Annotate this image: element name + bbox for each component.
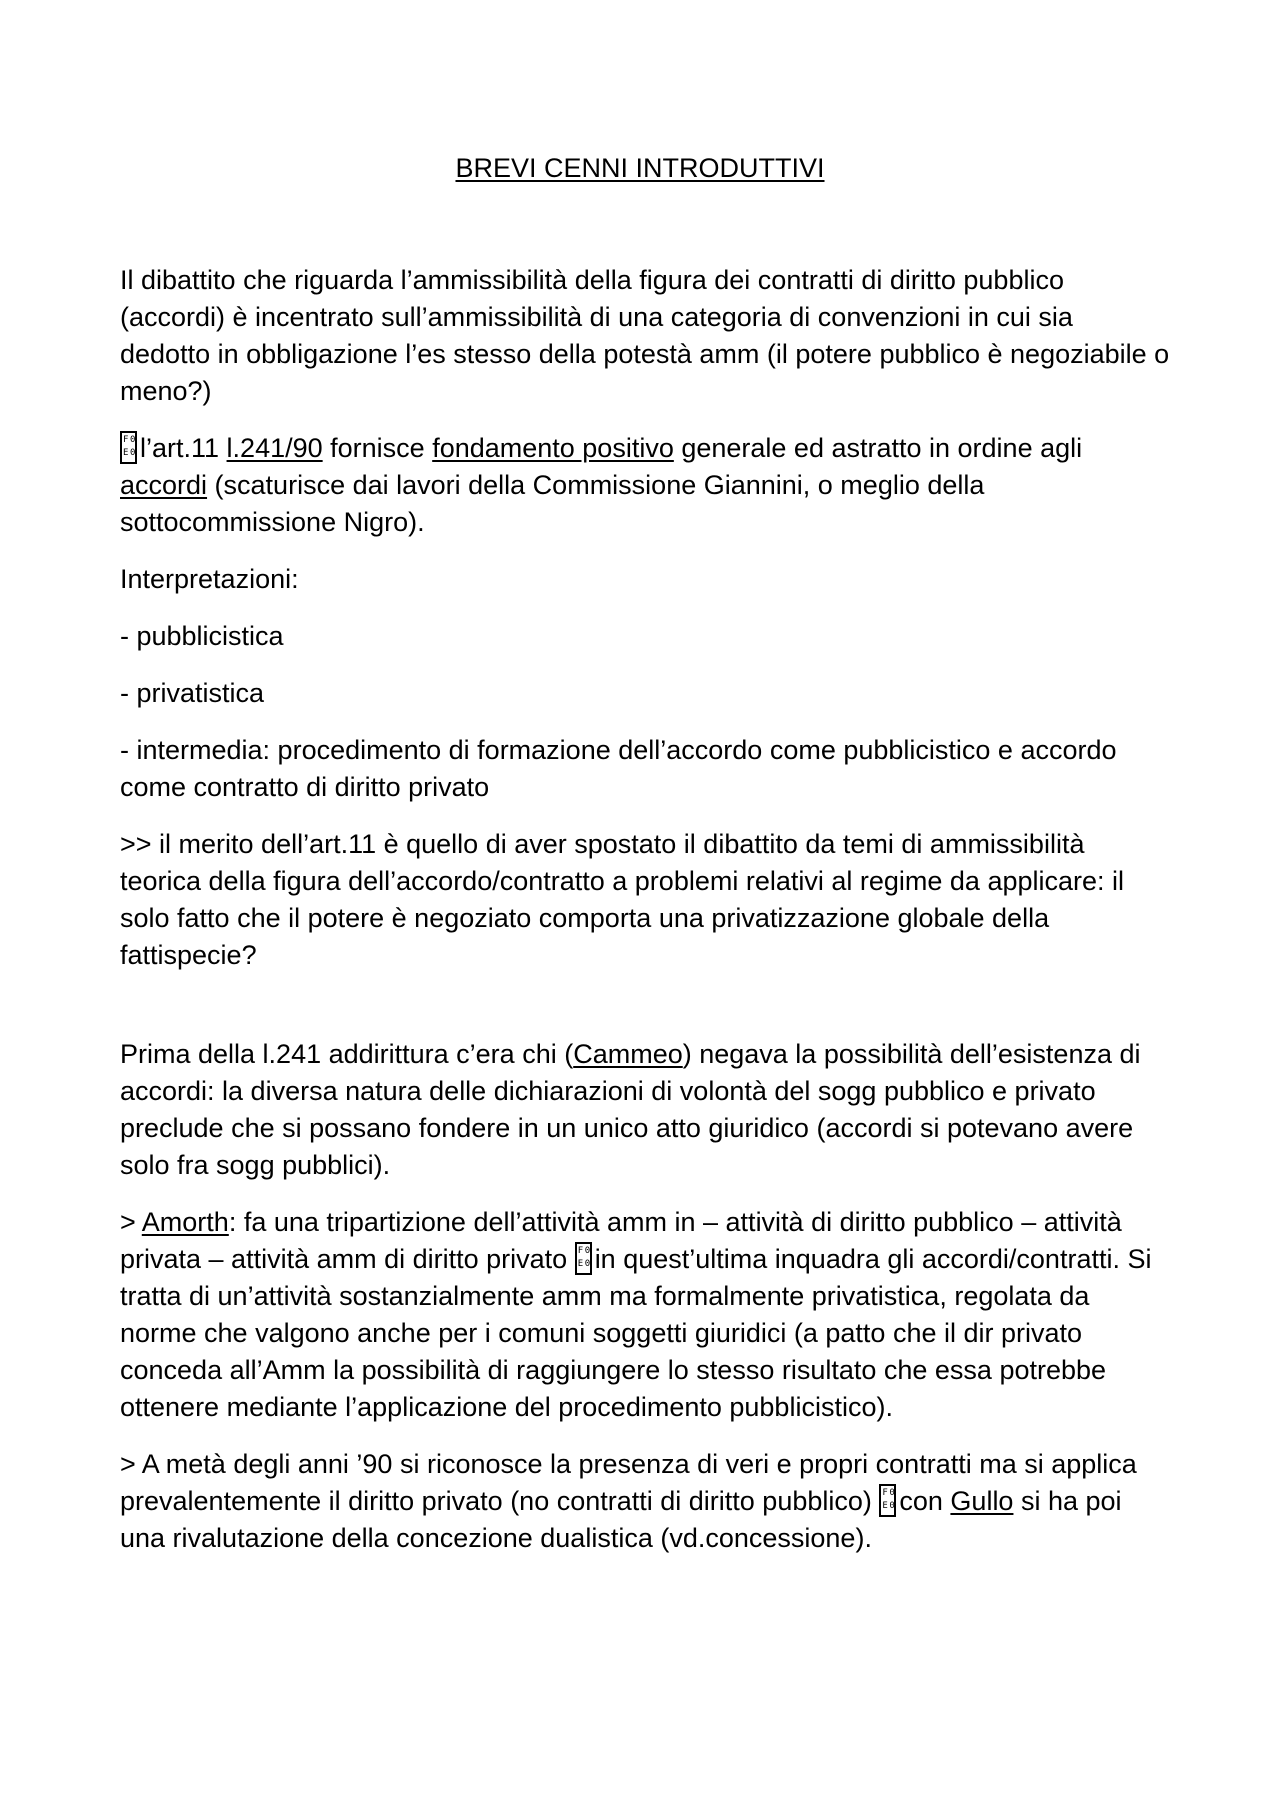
paragraph-anni-90 <box>120 1446 1170 1557</box>
paragraph-amorth <box>120 1204 1170 1426</box>
document-body <box>120 262 1170 1577</box>
paragraph-art11 <box>120 430 1170 541</box>
underlined-term: fondamento positivo <box>432 433 674 463</box>
underlined-author: Amorth <box>141 1207 229 1237</box>
text-run: > <box>120 1207 142 1237</box>
text-run: : fa una tripartizione dell’attività amm in – attività di diritto pubblico – attività privata – attività amm di diritto privato <box>120 1207 1122 1274</box>
text-run: generale ed astratto in ordine agli <box>673 433 1083 463</box>
text-run: > A metà degli anni ’90 si riconosce la presenza di veri e propri contratti ma si applica prevalentemente il diritto privato (no contratti di diritto pubblico) <box>120 1449 1137 1516</box>
text-run: l’art.11 <box>140 433 227 463</box>
missing-glyph-icon: F 0 E 0 <box>879 1484 896 1517</box>
underlined-author: Cammeo <box>573 1039 683 1069</box>
text-run: con <box>899 1486 951 1516</box>
paragraph-merito: >> il merito dell’art.11 è quello di aver spostato il dibattito da temi di ammissibilità teorica della figura dell’accordo/contratto a problemi relativi al regime da applicare: il solo fatto che il potere è negoziato comporta una privatizzazione globale della fattispecie? <box>120 829 1125 970</box>
text-run: Prima della l.241 addirittura c’era chi ( <box>120 1039 574 1069</box>
paragraph-interpretations-heading: Interpretazioni: <box>120 564 299 594</box>
underlined-author: Gullo <box>950 1486 1014 1516</box>
text-run: si ha poi una rivalutazione della concezione dualistica (vd.concessione). <box>120 1486 1122 1553</box>
text-run: (scaturisce dai lavori della Commissione Giannini, o meglio della sottocommissione Nigro). <box>120 470 985 537</box>
text-run: fornisce <box>322 433 433 463</box>
text-run: in quest’ultima inquadra gli accordi/contratti. Si tratta di un’attività sostanzialmente amm ma formalmente privatistica, regolata da norme che valgono anche per i comuni soggetti giuridici (a patto che il dir privato conceda all’Amm la possibilità di raggiungere lo stesso risultato che essa potrebbe ottenere mediante l’applicazione del procedimento pubblicistico). <box>120 1244 1152 1422</box>
underlined-term: accordi <box>120 470 208 500</box>
missing-glyph-icon: F 0 E 0 <box>575 1242 592 1275</box>
underlined-law-ref: l.241/90 <box>226 433 323 463</box>
paragraph-intro: Il dibattito che riguarda l’ammissibilità della figura dei contratti di diritto pubblico (accordi) è incentrato sull’ammissibilità di una categoria di convenzioni in cui sia dedotto in obbligazione l’es stesso della potestà amm (il potere pubblico è negoziabile o meno?) <box>120 265 1170 406</box>
list-item-privatistica: - privatistica <box>120 678 265 708</box>
paragraph-cammeo <box>120 1036 1170 1184</box>
text-run: ) negava la possibilità dell’esistenza di accordi: la diversa natura delle dichiarazioni di volontà del sogg pubblico e privato preclude che si possano fondere in un unico atto giuridico (accordi si potevano avere solo fra sogg pubblici). <box>120 1039 1141 1180</box>
missing-glyph-icon: F 0 E 0 <box>120 431 137 464</box>
list-item-pubblicistica: - pubblicistica <box>120 621 284 651</box>
list-item-intermedia: - intermedia: procedimento di formazione dell’accordo come pubblicistico e accordo come contratto di diritto privato <box>120 735 1117 802</box>
page-title: BREVI CENNI INTRODUTTIVI <box>455 153 825 183</box>
